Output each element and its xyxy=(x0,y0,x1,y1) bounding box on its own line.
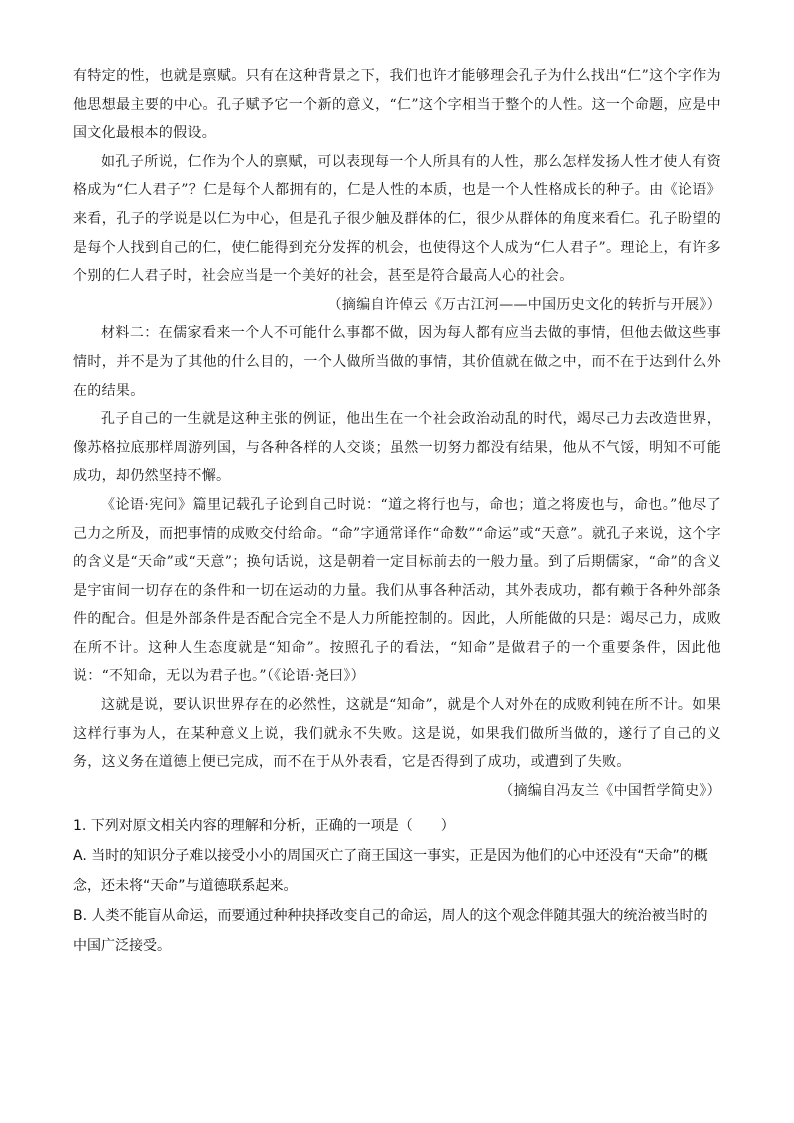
passage-paragraph-1: 有特定的性，也就是禀赋。只有在这种背景之下，我们也许才能够理会孔子为什么找出“仁”这个字作为他思想最主要的中心。孔子赋予它一个新的意义，“仁”这个字相当于整个的人性。这一个命题，应是中国文化最根本的假设。 xyxy=(73,68,721,142)
passage-paragraph-6: 这就是说，要认识世界存在的必然性，这就是“知命”，就是个人对外在的成败利钝在所不计。如果这样行事为人，在某种意义上说，我们就永不失败。这是说，如果我们做所当做的，遂行了自己的义务，这义务在道德上便已完成，而不在于从外表看，它是否得到了成功，或遭到了失败。 xyxy=(73,697,721,771)
option-b: B. 人类不能盲从命运，而要通过种种抉择改变自己的命运，周人的这个观念伴随其强大的统治被当时的中国广泛接受。 xyxy=(73,908,708,955)
source-citation-1: （摘编自许倬云《万古江河——中国历史文化的转折与开展》） xyxy=(327,296,721,313)
passage-paragraph-2: 如孔子所说，仁作为个人的禀赋，可以表现每一个人所具有的人性，那么怎样发扬人性才使人有资格成为“仁人君子”？仁是每个人都拥有的，仁是人性的本质，也是一个人性格成长的种子。由《论语》来看，孔子的学说是以仁为中心，但是孔子很少触及群体的仁，很少从群体的角度来看仁。孔子盼望的是每个人找到自己的仁，使仁能得到充分发挥的机会，也使得这个人成为“仁人君子”。理论上，有许多个别的仁人君子时，社会应当是一个美好的社会，甚至是符合最高人心的社会。 xyxy=(73,153,721,285)
material-two-paragraph: 材料二：在儒家看来一个人不可能什么事都不做，因为每人都有应当去做的事情，但他去做这些事情时，并不是为了其他的什么目的，一个人做所当做的事情，其价值就在做之中，而不在于达到什么外在的结果。 xyxy=(73,325,721,399)
source-citation-2: （摘编自冯友兰《中国哲学简史》） xyxy=(499,782,721,799)
question-1 xyxy=(73,811,721,961)
passage-paragraph-4: 孔子自己的一生就是这种主张的例证，他出生在一个社会政治动乱的时代，竭尽己力去改造世界，像苏格拉底那样周游列国，与各种各样的人交谈；虽然一切努力都没有结果，他从不气馁，明知不可能成功，却仍然坚持不懈。 xyxy=(73,411,721,485)
document-page xyxy=(73,62,721,961)
question-stem: 1. 下列对原文相关内容的理解和分析，正确的一项是（ ） xyxy=(73,818,455,835)
option-a: A. 当时的知识分子难以接受小小的周国灭亡了商王国这一事实，正是因为他们的心中还没有“天命”的概念，还未将“天命”与道德联系起来。 xyxy=(73,848,708,895)
passage-paragraph-5: 《论语·宪问》篇里记载孔子论到自己时说：“道之将行也与，命也；道之将废也与，命也。”他尽了己力之所及，而把事情的成败交付给命。“命”字通常译作“命数”“命运”或“天意”。就孔子来说，这个字的含义是“天命”或“天意”；换句话说，这是朝着一定目标前去的一般力量。到了后期儒家，“命”的含义是宇宙间一切存在的条件和一切在运动的力量。我们从事各种活动，其外表成功，都有赖于各种外部条件的配合。但是外部条件是否配合完全不是人力所能控制的。因此，人所能做的只是：竭尽己力，成败在所不计。这种人生态度就是“知命”。按照孔子的看法，“知命”是做君子的一个重要条件，因此他说：“不知命，无以为君子也。”（《论语·尧曰》） xyxy=(73,496,721,685)
